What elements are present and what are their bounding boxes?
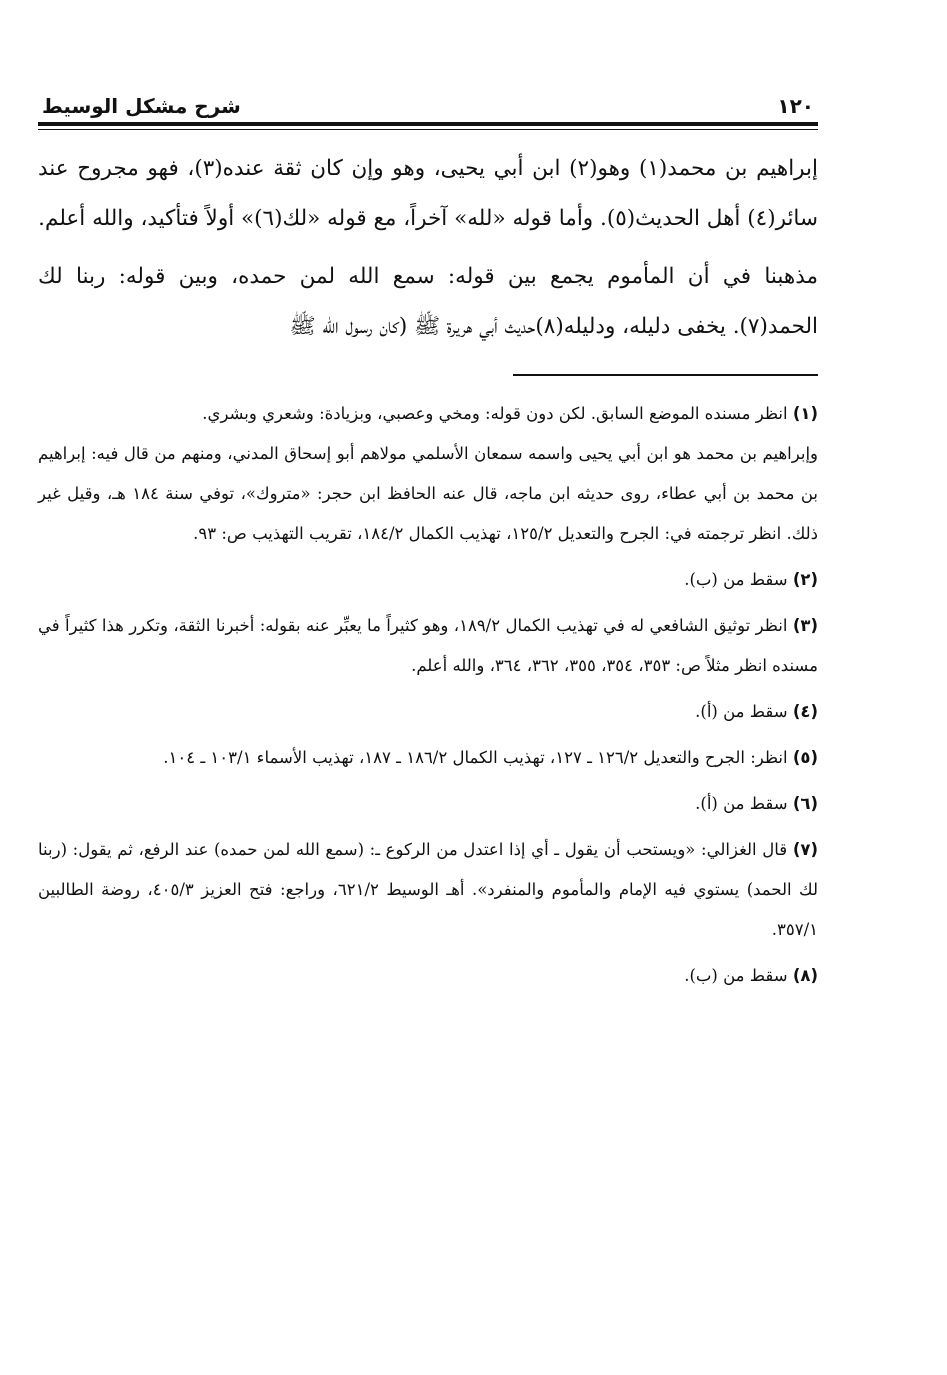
footnote-number: (٢) <box>792 570 818 589</box>
footnote <box>38 738 818 778</box>
footnote <box>38 784 818 824</box>
footnote-text: سقط من (ب). <box>684 570 788 589</box>
footnote-text: سقط من (أ). <box>695 702 788 721</box>
main-paragraph: مذهبنا في أن المأموم يجمع بين قوله: سمع الله لمن حمده، وبين قوله: ربنا لك الحمد(٧). يخفى دليله، ودليله(٨)حديث أبي هريرة ﷺ (كان رسول الله ﷺ <box>38 264 818 339</box>
footnote-text: سقط من (ب). <box>684 966 788 985</box>
footnote-separator <box>513 374 818 376</box>
footnote-number: (٦) <box>792 794 818 813</box>
page-header <box>38 88 818 118</box>
footnote-number: (١) <box>792 404 818 423</box>
book-page <box>38 88 818 1002</box>
footnote-number: (٨) <box>792 966 818 985</box>
footnote-text: انظر مسنده الموضع السابق. لكن دون قوله: ومخي وعصبي، وبزيادة: وشعري وبشري. <box>202 404 788 423</box>
footnote <box>38 692 818 732</box>
page-number: ١٢٠ <box>777 94 814 118</box>
main-text <box>38 144 818 352</box>
footnote <box>38 830 818 950</box>
footnote-number: (٣) <box>792 616 819 635</box>
footnote <box>38 560 818 600</box>
footnote <box>38 956 818 996</box>
footnote-number: (٤) <box>792 702 818 721</box>
footnote-text: انظر: الجرح والتعديل ١٢٦/٢ ـ ١٢٧، تهذيب الكمال ١٨٦/٢ ـ ١٨٧، تهذيب الأسماء ١٠٣/١ ـ ١٠٤. <box>163 748 788 767</box>
footnote <box>38 606 818 686</box>
header-rule-thick <box>38 122 818 126</box>
footnote-continuation: وإبراهيم بن محمد هو ابن أبي يحيى واسمه سمعان الأسلمي مولاهم أبو إسحاق المدني، ومنهم من قال فيه: إبراهيم بن محمد بن أبي عطاء، روى حديثه ابن ماجه، قال عنه الحافظ ابن حجر: «متروك»، توفي سنة ١٨٤ هـ، وقيل غير ذلك. انظر ترجمته في: الجرح والتعديل ١٢٥/٢، تهذيب الكمال ١٨٤/٢، تقريب التهذيب ص: ٩٣. <box>38 444 818 543</box>
footnote-text: سقط من (أ). <box>695 794 788 813</box>
footnote-text: انظر توثيق الشافعي له في تهذيب الكمال ١٨٩/٢، وهو كثيراً ما يعبِّر عنه بقوله: أخبرنا الثقة، وتكرر هذا كثيراً في مسنده انظر مثلاً ص: ٣٥٣، ٣٥٤، ٣٥٥، ٣٦٢، ٣٦٤، والله أعلم. <box>38 616 818 675</box>
footnote <box>38 394 818 554</box>
footnote-number: (٥) <box>792 748 818 767</box>
running-title: شرح مشكل الوسيط <box>42 94 241 118</box>
footnote-number: (٧) <box>792 840 818 859</box>
footnote-text: قال الغزالي: «ويستحب أن يقول ـ أي إذا اعتدل من الركوع ـ: (سمع الله لمن حمده) عند الرفع، ثم يقول: (ربنا لك الحمد) يستوي فيه الإمام والمأموم والمنفرد». أهـ الوسيط ٦٢١/٢، وراجع: فتح العزيز ٤٠٥/٣، روضة الطالبين ٣٥٧/١. <box>38 840 818 939</box>
header-rule-thin <box>38 129 818 130</box>
footnotes <box>38 394 818 996</box>
main-paragraph: إبراهيم بن محمد(١) وهو(٢) ابن أبي يحيى، وهو وإن كان ثقة عنده(٣)، فهو مجروح عند سائر(٤) أهل الحديث(٥). وأما قوله «لله» آخراً، مع قوله «لك(٦)» أولاً فتأكيد، والله أعلم. <box>38 156 818 231</box>
